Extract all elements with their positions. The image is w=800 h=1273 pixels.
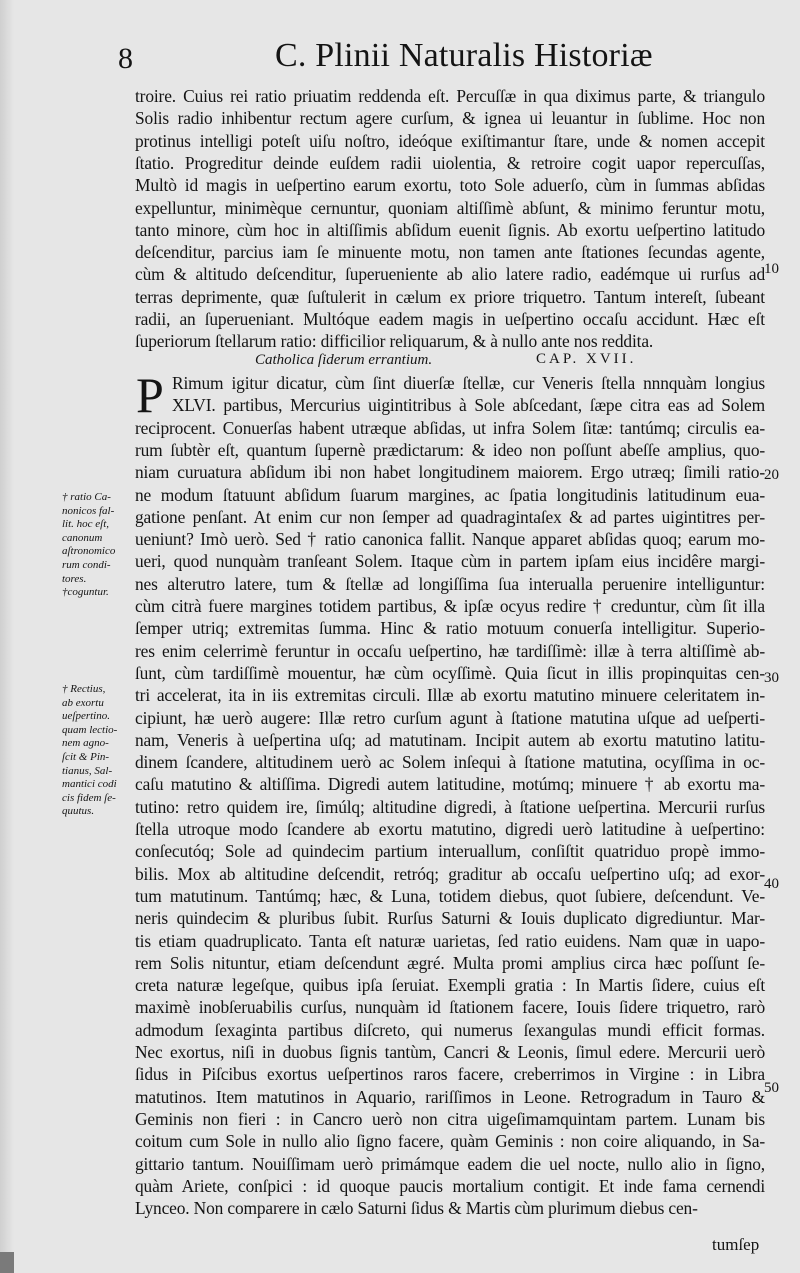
text-line: gittario tantum. Nouiſſimam uerò primámque eadem die uel nocte, nullo alio in ſigno, (135, 1153, 765, 1174)
text-line: ſtella utroque modo ſcandere ab exortu matutino, digredi uerò latitudine à ueſpertino: (135, 819, 765, 839)
text-line: tis etiam quadruplicato. Tanta eſt naturæ uarietas, ſed ratio euidens. Nam quæ in uapo- (135, 930, 765, 951)
margin-note-line: ab exortu (62, 696, 104, 709)
margin-note-1 (62, 491, 134, 600)
margin-note-line: rum condi- (62, 558, 111, 571)
text-line: troire. Cuius rei ratio priuatim reddenda eſt. Percuſſæ in qua diximus parte, & triangulo (135, 86, 765, 106)
text-line: deſcenditur, parcius iam ſe minuente motu, non tamen ante ſtationes ſecundas agente, (135, 242, 765, 263)
text-line: ſunt, cùm tardiſſimè mouentur, hæ cùm ocyſſimè. Quia ſicut in illis propinquitas cen- (135, 662, 765, 683)
page-number: 8 (118, 42, 133, 75)
margin-note-line: canonum (62, 531, 103, 544)
chapter-number: CAP. XVII. (536, 351, 637, 367)
text-line: ſtatio. Progreditur deinde euſdem radii uiolentia, & retroire cogit uapor repercuſſas, (135, 152, 765, 173)
text-line: coitum cum Sole in nullo alio ſigno facere, quàm Geminis : non coire aliquando, in Sa- (135, 1131, 765, 1152)
text-line: cipiunt, hæ uerò augere: Illæ retro curſum agunt à ſtatione matutina uſque ad ueſperti- (135, 707, 765, 728)
margin-note-line: † ratio Ca- (62, 491, 111, 503)
text-line: admodum ſexaginta partibus diſcreto, qui numerus ſexangulas mundi efficit formas. (135, 1019, 765, 1040)
line-marker-50: 50 (764, 1080, 779, 1096)
text-line: dinem ſcandere, altitudinem uerò ac Solem inſequi à ſtatione matutina, ocyſſima in oc- (135, 752, 765, 773)
text-line: XLVI. partibus, Mercurius uigintitribus à Sole abſcedant, ſæpe citra eas ad Solem (172, 395, 765, 416)
text-line: tum matutinum. Tantúmq; hæc, & Luna, totidem diebus, quot ſubiere, deſcendunt. Ve- (135, 885, 765, 906)
margin-note-line: tores. (62, 572, 87, 585)
text-line: expelluntur, minimèque cernuntur, quoniam altiſſimè abſunt, & minimo feruntur motu, (135, 197, 765, 218)
text-line: reciprocent. Conuerſas habent utræque abſidas, ut infra Solem ſitæ: tantúmq; circulis ea- (135, 417, 765, 438)
text-line: tri accelerat, ita in iis extremitas circuli. Illæ ab exortu matutino minuere celeritatem in- (135, 685, 765, 706)
text-line: nam, Veneris à ueſpertina uſq; ad matutinam. Incipit autem ab exortu matutino latitu- (135, 729, 765, 750)
text-line: conſecutóq; Sole ad quindecim partium interuallum, conſiſtit quatriduo propè immo- (135, 841, 765, 862)
drop-cap: P (136, 367, 164, 423)
text-line: res enim celerrimè feruntur in occaſu ueſpertino, hæ tardiſſimè: illæ à terra altiſſimè ab- (135, 640, 765, 661)
chapter-title: Catholica ſiderum errantium. (255, 352, 433, 368)
text-line: Geminis non fieri : in Cancro uerò non citra uigeſimamquintam partem. Lunam bis (135, 1108, 765, 1129)
text-line: ſemper utriq; extremitas ſumma. Hinc & ratio motuum conuerſa intelligitur. Superio- (135, 618, 765, 639)
text-line: Lynceo. Non comparere in cælo Saturni ſidus & Martis cùm plurimum diebus cen- (135, 1198, 698, 1219)
text-line: rum ſubtèr eſt, quantum ſupernè prædictarum: & ideo non poſſunt abeſſe amplius, quo- (135, 439, 765, 460)
margin-note-2 (62, 683, 134, 819)
margin-note-line: † Rectius, (62, 683, 106, 695)
text-line: ueniunt? Imò uerò. Sed † ratio canonica fallit. Nanque apparet abſidas quoq; earum mo- (135, 529, 765, 550)
text-line: quàm Ariete, conſpici : id quoque paucis mortalium contigit. Et inde fama cernendi (135, 1175, 765, 1196)
margin-note-line: nonicos fal- (62, 504, 115, 517)
margin-note-line: lit. hoc eſt, (62, 518, 110, 531)
text-line: terras deprimente, quæ ſuſtulerit in cælum ex priore triquetro. Tantum intereſt, ſubeant (135, 286, 765, 307)
text-line: niam curuatura abſidum ibi non habet longitudinem maiorem. Ergo utræq; ſimili ratio- (135, 462, 765, 483)
margin-note-line: nem agno- (62, 737, 109, 750)
page-edge-shadow (0, 0, 14, 1273)
text-line: Rimum igitur dicatur, cùm ſint diuerſæ ſtellæ, cur Veneris ſtella nnnquàm longius (172, 373, 765, 393)
text-line: ſidus in Piſcibus exortus ueſpertinos raros facere, creberrimos in Virgine : in Libra (135, 1064, 765, 1085)
text-line: cùm & altitudo deſcenditur, ſuperueniente ab alio latere radio, eadémque ui rurſus ad (135, 264, 765, 285)
text-line: Solis radio inhibentur rectum agere curſum, & ignea ui leuantur in ſublime. Hoc non (135, 108, 765, 129)
line-marker-10: 10 (764, 261, 779, 277)
text-line: Nec exortus, niſi in duobus ſignis tantùm, Cancri & Leonis, ſimul edere. Mercurii uerò (135, 1042, 765, 1062)
margin-note-line: †coguntur. (62, 586, 109, 599)
line-marker-40: 40 (764, 876, 779, 892)
text-line: Multò id magis in ueſpertino earum exortu, toto Sole aduerſo, cùm in ſummas abſidas (135, 175, 765, 196)
margin-note-line: tianus, Sal- (62, 764, 113, 777)
margin-note-line: cis fidem ſe- (62, 791, 116, 804)
text-line: ſuperiorum ſtellarum ratio: difficilior reliquarum, & à nullo ante nos reddita. (135, 331, 654, 352)
text-line: caſu matutino & altiſſima. Digredi autem latitudine, motúmq; minuere † ab exortu ma- (135, 774, 765, 795)
margin-note-line: aſtronomico (62, 545, 116, 558)
text-line: bilis. Mox ab altitudine deſcendit, retróq; graditur ab occaſu ueſpertino uſq; ad exor- (135, 863, 765, 884)
text-line: neris quindecim & pluribus ſubit. Rurſus Saturni & Iouis duplicato digrediuntur. Mar- (135, 908, 765, 929)
margin-note-line: quam lectio- (62, 723, 118, 736)
text-line: tanto minore, cùm hoc in altiſſimis abſidum euenit ſignis. Ab exortu ueſpertino latitudo (135, 219, 765, 240)
text-line: creta naturæ legeſque, quibus ipſa ſeruiat. Exempli gratia : In Martis ſidere, cuius eſt (135, 975, 765, 996)
line-marker-30: 30 (764, 670, 779, 686)
margin-note-line: ueſpertino. (62, 710, 110, 723)
text-line: nes alterutro latere, tum & ſtellæ ad longiſſima ſua interualla peruenire intelliguntur: (135, 573, 765, 594)
catchword: tumſep (712, 1235, 760, 1254)
page-corner-shadow (0, 1252, 14, 1273)
text-line: matutinos. Item matutinos in Aquario, rariſſimos in Leone. Retrogradum in Tauro & (135, 1086, 765, 1107)
margin-note-line: ſcit & Pin- (62, 750, 110, 763)
text-line: ne modum ſtatuunt abſidum ſuarum margines, ac ſpatia longitudinis latitudinum eua- (135, 484, 765, 505)
text-line: protinus intelligi poteſt uiſu noſtro, ideóque exiſtimantur ſtare, unde & nomen accepit (135, 130, 765, 151)
running-head: C. Plinii Naturalis Historiæ (275, 37, 653, 74)
text-line: cùm citrà fuere margines totidem partibus, & ipſæ ocyus redire † creduntur, cùm ſit illa (135, 596, 765, 616)
text-line: gatione penſant. At enim cur non ſemper ad quadragintaſex & ad partes uigintitres per- (135, 506, 765, 527)
text-line: radii, an ſuperueniant. Multóque eadem magis in ueſpertino occaſu accidunt. Hæc eſt (135, 309, 765, 329)
margin-note-line: quutus. (62, 805, 95, 818)
text-line: tutino: retro quidem ire, ſimúlq; altitudine digredi, à ſtatione ueſpertina. Mercurii rurſus (135, 796, 765, 817)
margin-note-line: mantici codi (62, 778, 117, 791)
text-line: ueri, quod nunquàm tranſeant Solem. Itaque cùm in partem ipſam eius incidêre margi- (135, 551, 765, 572)
text-line: rem Solis nituntur, etiam deſcendunt ægré. Multa promi amplius circa hæc poſſunt ſe- (135, 952, 765, 973)
line-marker-20: 20 (764, 467, 779, 483)
text-line: maximè inobſeruabilis curſus, nunquàm id ſtationem facere, Iouis ſidere triquetro, rarò (135, 997, 765, 1018)
